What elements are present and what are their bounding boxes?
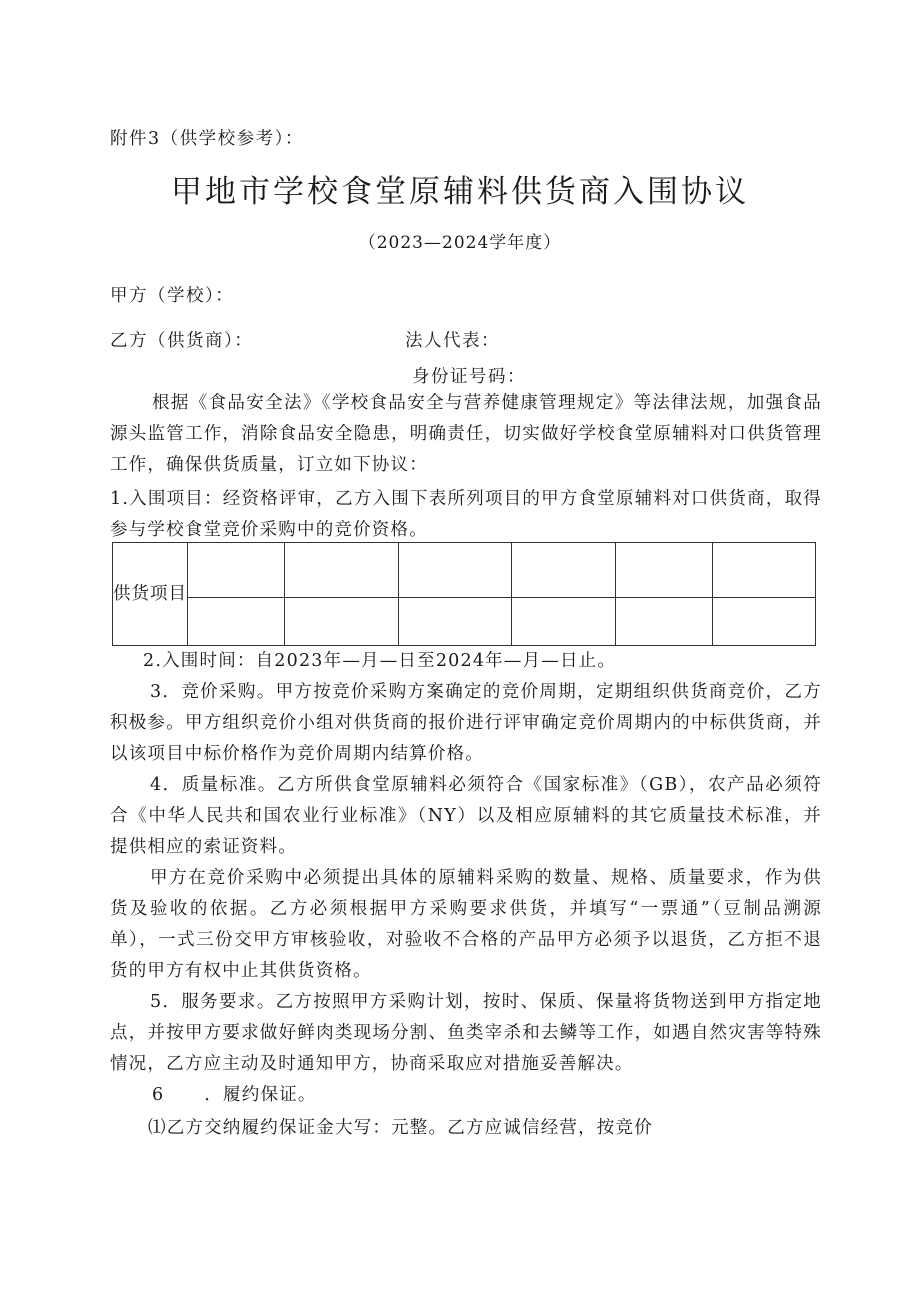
table-cell <box>512 598 616 646</box>
clause-6-text: ．履约保证。 <box>204 1085 317 1105</box>
table-cell <box>399 598 512 646</box>
table-cell <box>285 598 399 646</box>
clause-5-paragraph: 5．服务要求。乙方按照甲方采购计划，按时、保质、保量将货物送到甲方指定地点，并按甲方要求做好鲜肉类现场分割、鱼类宰杀和去鳞等工作，如遇自然灾害等特殊情况，乙方应主动及时通知甲方，协商采取应对措施妥善解决。 <box>110 992 822 1074</box>
bid-requirements-paragraph: 甲方在竞价采购中必须提出具体的原辅料采购的数量、规格、质量要求，作为供货及验收的依据。乙方必须根据甲方采购要求供货，并填写“一票通”（豆制品溯源单），一式三份交甲方审核验收，对验收不合格的产品甲方必须予以退货，乙方拒不退货的甲方有权中止其供货资格。 <box>110 868 822 981</box>
clause-6-heading <box>152 1080 752 1111</box>
clause-4-paragraph: 4．质量标准。乙方所供食堂原辅料必须符合《国家标准》（GB），农产品必须符合《中华人民共和国农业行业标准》（NY）以及相应原辅料的其它质量技术标准，并提供相应的索证资料。 <box>110 775 822 857</box>
table-cell <box>188 598 285 646</box>
table-cell <box>616 598 713 646</box>
clause-1-paragraph: 1.入围项目：经资格评审，乙方入围下表所列项目的甲方食堂原辅料对口供货商，取得参与学校食堂竞价采购中的竞价资格。 <box>110 489 822 540</box>
id-number-label: 身份证号码： <box>412 367 526 387</box>
clause-3-paragraph: 3．竞价采购。甲方按竞价采购方案确定的竞价周期，定期组织供货商竞价，乙方积极参。甲方组织竞价小组对供货商的报价进行评审确定竞价周期内的中标供货商，并以该项目中标价格作为竞价周期内结算价格。 <box>110 682 822 764</box>
legal-representative-label: 法人代表： <box>405 331 500 351</box>
table-cell <box>399 543 512 598</box>
intro-paragraph: 根据《食品安全法》《学校食品安全与营养健康管理规定》等法律法规，加强食品源头监管工作，消除食品安全隐患，明确责任，切实做好学校食堂原辅料对口供货管理工作，确保供货质量，订立如下协议： <box>110 393 822 475</box>
table-cell <box>285 543 399 598</box>
deposit-paragraph: ⑴乙方交纳履约保证金大写：元整。乙方应诚信经营，按竞价 <box>148 1118 653 1138</box>
party-a-label: 甲方（学校）： <box>110 286 235 306</box>
attachment-label: 附件3（供学校参考）： <box>110 129 304 149</box>
supply-items-label: 供货项目 <box>113 543 188 646</box>
table-cell <box>616 543 713 598</box>
clause-6-number: 6 <box>152 1085 165 1105</box>
table-cell <box>188 543 285 598</box>
document-title: 甲地市学校食堂原辅料供货商入围协议 <box>171 174 749 210</box>
party-b-label: 乙方（供货商）： <box>110 331 254 351</box>
table-cell <box>713 543 816 598</box>
table-cell <box>512 543 616 598</box>
academic-year: （2023—2024学年度） <box>358 233 562 253</box>
table-cell <box>713 598 816 646</box>
clause-2-paragraph: 2.入围时间：自2023年—月—日至2024年—月—日止。 <box>143 651 617 671</box>
supply-items-table <box>112 542 816 646</box>
